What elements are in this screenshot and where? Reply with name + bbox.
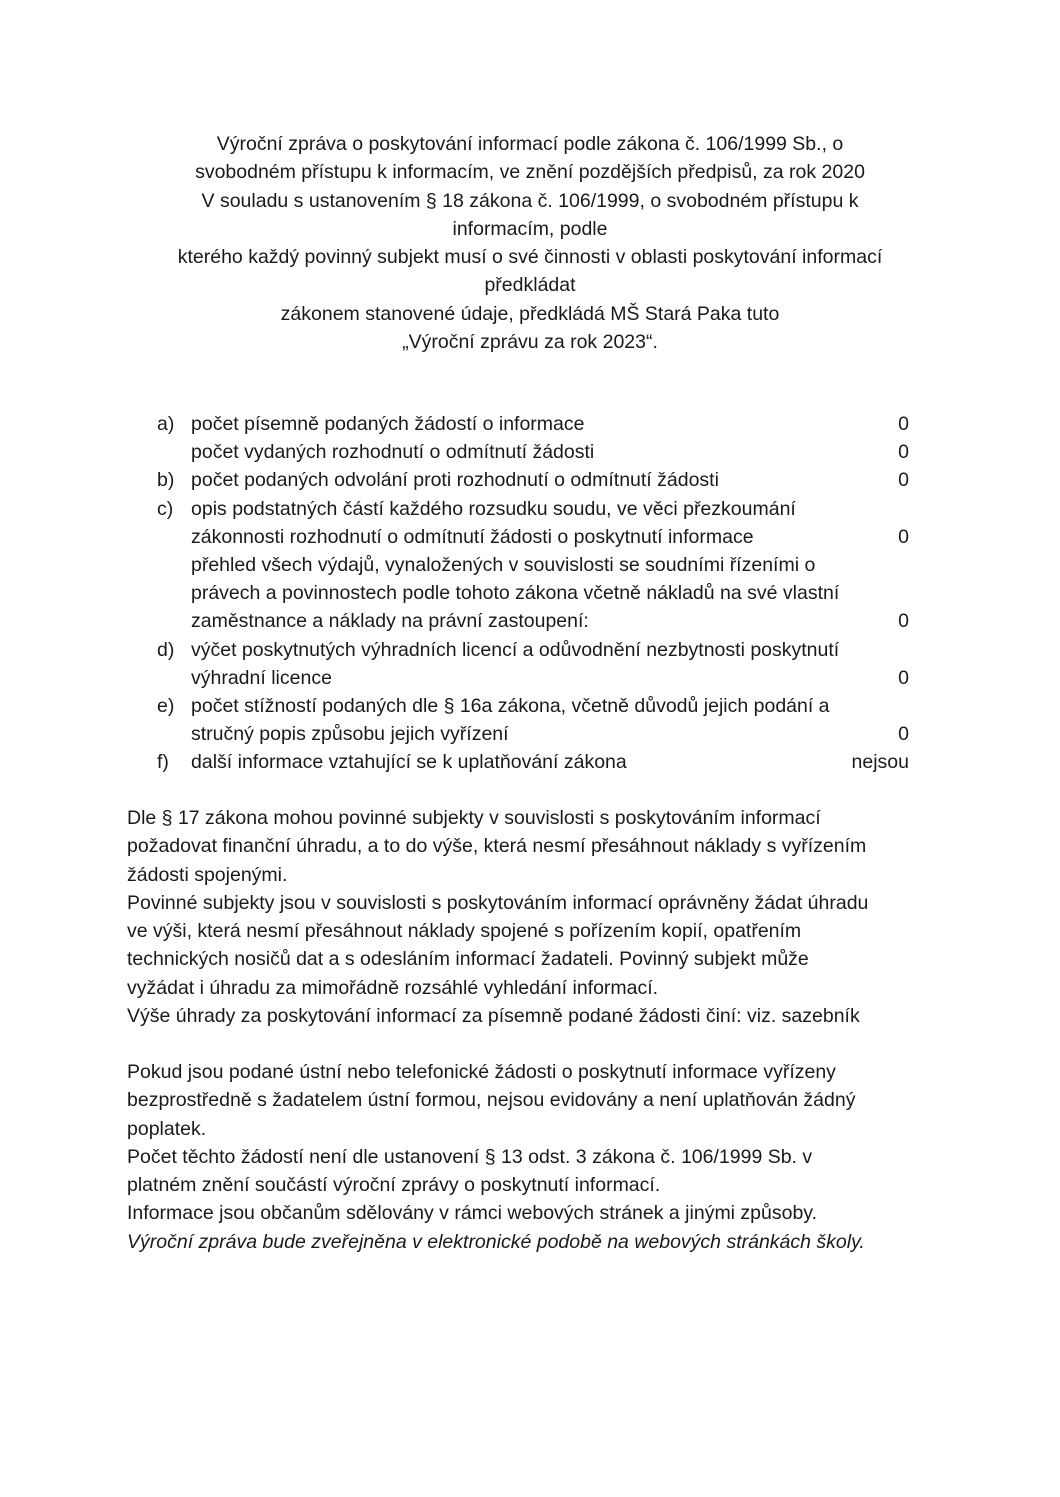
heading-line: Výroční zpráva o poskytování informací podle zákona č. 106/1999 Sb., o	[216, 133, 844, 155]
list-marker: a)	[157, 413, 175, 435]
statistics-list	[157, 410, 909, 776]
paragraph-line: ve výši, která nesmí přesáhnout náklady spojené s pořízením kopií, opatřením	[127, 920, 802, 943]
paragraph-line: Výše úhrady za poskytování informací za písemně podané žádosti činí: viz. sazebník	[127, 1005, 860, 1028]
paragraph-line: Informace jsou občanům sdělovány v rámci webových stránek a jinými způsoby.	[127, 1202, 818, 1225]
oral-requests-paragraph	[127, 1058, 937, 1256]
list-item-text: zákonnosti rozhodnutí o odmítnutí žádosti o poskytnutí informace	[191, 525, 754, 548]
paragraph-line: poplatek.	[127, 1117, 207, 1140]
list-item	[157, 748, 909, 776]
list-item	[157, 692, 909, 720]
list-item	[157, 410, 909, 438]
list-item	[157, 523, 909, 551]
paragraph-line: Dle § 17 zákona mohou povinné subjekty v souvislosti s poskytováním informací	[127, 807, 821, 829]
list-item-value: 0	[898, 441, 909, 464]
heading-line: kterého každý povinný subjekt musí o své činnosti v oblasti poskytování informací	[177, 246, 883, 269]
paragraph-line: bezprostředně s žadatelem ústní formou, nejsou evidovány a není uplatňován žádný	[127, 1089, 856, 1112]
list-item-text: přehled všech výdajů, vynaložených v souvislosti se soudními řízeními o	[191, 553, 816, 576]
list-item	[157, 466, 909, 494]
list-marker: d)	[157, 638, 175, 661]
publication-note: Výroční zpráva bude zveřejněna v elektronické podobě na webových stránkách školy.	[127, 1230, 865, 1253]
list-marker: f)	[157, 751, 169, 774]
list-item	[157, 607, 909, 635]
fee-paragraph	[127, 804, 937, 1030]
heading-line: zákonem stanovené údaje, předkládá MŠ Stará Paka tuto	[280, 302, 780, 325]
list-item	[157, 551, 909, 579]
list-item-value: 0	[898, 723, 909, 746]
list-item	[157, 438, 909, 466]
paragraph-line: Pokud jsou podané ústní nebo telefonické žádosti o poskytnutí informace vyřízeny	[127, 1061, 836, 1083]
list-item	[157, 495, 909, 523]
list-marker: e)	[157, 694, 175, 717]
list-item-text: výčet poskytnutých výhradních licencí a odůvodnění nezbytnosti poskytnutí	[191, 638, 840, 661]
heading-line: informacím, podle	[452, 217, 608, 240]
paragraph-line: žádosti spojenými.	[127, 863, 288, 886]
paragraph-line: Počet těchto žádostí není dle ustanovení § 13 odst. 3 zákona č. 106/1999 Sb. v	[127, 1145, 813, 1168]
list-item-text: právech a povinnostech podle tohoto zákona včetně nákladů na své vlastní	[191, 582, 840, 605]
list-item-value: 0	[898, 666, 909, 689]
paragraph-line: požadovat finanční úhradu, a to do výše, která nesmí přesáhnout náklady s vyřízením	[127, 835, 867, 858]
list-item-value: 0	[898, 413, 909, 435]
list-item-value: 0	[898, 610, 909, 633]
heading-line: „Výroční zprávu za rok 2023“.	[402, 331, 658, 354]
list-item	[157, 579, 909, 607]
paragraph-line: technických nosičů dat a s odesláním informací žadateli. Povinný subjekt může	[127, 948, 809, 971]
paragraph-line: platném znění součástí výroční zprávy o poskytnutí informací.	[127, 1174, 661, 1197]
list-item-value: 0	[898, 525, 909, 548]
list-item-text: další informace vztahující se k uplatňování zákona	[191, 751, 627, 774]
list-item	[157, 664, 909, 692]
heading-line: svobodném přístupu k informacím, ve znění pozdějších předpisů, za rok 2020	[195, 161, 865, 184]
list-item-text: počet podaných odvolání proti rozhodnutí o odmítnutí žádosti	[191, 469, 719, 492]
list-item-text: počet vydaných rozhodnutí o odmítnutí žádosti	[191, 441, 595, 464]
list-item-text: počet písemně podaných žádostí o informace	[191, 413, 585, 435]
paragraph-line: Povinné subjekty jsou v souvislosti s poskytováním informací oprávněny žádat úhradu	[127, 891, 869, 914]
list-item-text: výhradní licence	[191, 666, 332, 689]
list-item	[157, 636, 909, 664]
heading-line: předkládat	[484, 274, 576, 297]
list-item-text: stručný popis způsobu jejich vyřízení	[191, 723, 509, 746]
report-heading	[120, 130, 940, 356]
list-item	[157, 720, 909, 748]
list-item-text: opis podstatných částí každého rozsudku soudu, ve věci přezkoumání	[191, 497, 796, 520]
list-item-value: 0	[898, 469, 909, 492]
list-marker: c)	[157, 497, 174, 520]
list-marker: b)	[157, 469, 175, 492]
paragraph-line: vyžádat i úhradu za mimořádně rozsáhlé vyhledání informací.	[127, 976, 659, 999]
heading-line: V souladu s ustanovením § 18 zákona č. 106/1999, o svobodném přístupu k	[201, 189, 859, 212]
list-item-text: počet stížností podaných dle § 16a zákona, včetně důvodů jejich podání a	[191, 694, 830, 717]
list-item-value: nejsou	[851, 751, 909, 774]
list-item-text: zaměstnance a náklady na právní zastoupení:	[191, 610, 589, 633]
